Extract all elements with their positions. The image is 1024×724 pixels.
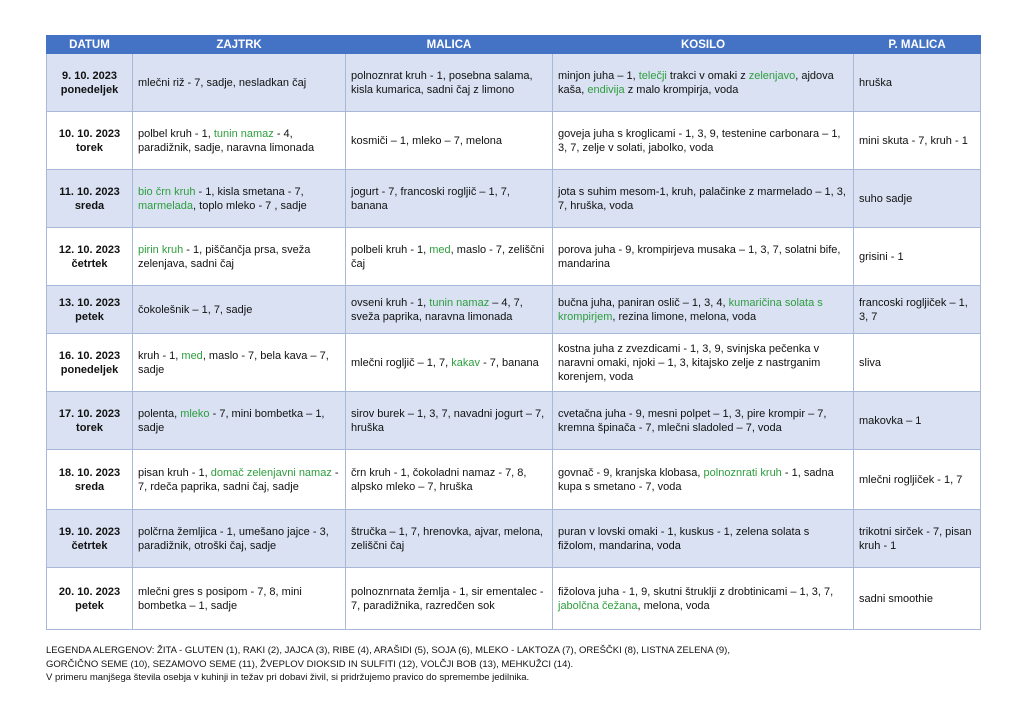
zajtrk-cell: [133, 392, 346, 450]
zajtrk-cell: [133, 334, 346, 392]
dish-text: štručka – 1, 7, hrenovka, ajvar, melona, zeliščni čaj: [351, 525, 543, 552]
dish-text: kostna juha z zvezdicami - 1, 3, 9, svinjska pečenka v naravni omaki, njoki – 1, 3, kitajsko zelje z nastrganim korenjem, voda: [558, 342, 821, 383]
date-cell: [47, 112, 133, 170]
date-value: 18. 10. 2023: [58, 466, 121, 479]
dish-text: francoski rogljiček – 1, 3, 7: [859, 296, 968, 323]
zajtrk-cell: [133, 510, 346, 568]
pmalica-cell: [854, 392, 981, 450]
dish-text: mlečni rogljiček - 1, 7: [859, 473, 963, 486]
menu-body: [47, 54, 981, 630]
dish-text: jota s suhim mesom-1, kruh, palačinke z marmelado – 1, 3, 7, hruška, voda: [558, 185, 846, 212]
table-row: [47, 334, 981, 392]
kosilo-cell: [553, 568, 854, 630]
malica-cell: [346, 450, 553, 510]
kosilo-cell: [553, 54, 854, 112]
dish-text: makovka – 1: [859, 414, 922, 427]
dish-text: minjon juha – 1,: [558, 69, 639, 82]
dish-text: polnoznrat kruh - 1, posebna salama, kisla kumarica, sadni čaj z limono: [351, 69, 533, 96]
day-name: petek: [75, 599, 104, 612]
kosilo-cell: [553, 286, 854, 334]
legend-line-1: LEGENDA ALERGENOV: ŽITA - GLUTEN (1), RAKI (2), JAJCA (3), RIBE (4), ARAŠIDI (5), SOJA (6), MLEKO - LAKTOZA (7), OREŠČKI (8), LISTNA ZELENA (9),: [46, 645, 730, 656]
dish-text: čokolešnik – 1, 7, sadje: [138, 303, 253, 316]
pmalica-cell: [854, 170, 981, 228]
table-row: [47, 112, 981, 170]
table-row: [47, 392, 981, 450]
dish-text: - 1, piščančja prsa, sveža zelenjava, sadni čaj: [138, 243, 311, 270]
zajtrk-cell: [133, 228, 346, 286]
malica-cell: [346, 392, 553, 450]
date-cell: [47, 286, 133, 334]
date-cell: [47, 450, 133, 510]
date-value: 17. 10. 2023: [58, 407, 121, 420]
zajtrk-cell: [133, 112, 346, 170]
date-cell: [47, 54, 133, 112]
header-malica: MALICA: [346, 36, 553, 54]
date-value: 9. 10. 2023: [61, 69, 118, 82]
dish-text: hruška: [859, 76, 893, 89]
date-value: 20. 10. 2023: [58, 585, 121, 598]
dish-text: fižolova juha - 1, 9, skutni štruklji z drobtinicami – 1, 3, 7,: [558, 585, 834, 598]
dish-text: , melona, voda: [637, 599, 710, 612]
pmalica-cell: [854, 228, 981, 286]
highlighted-dish-text: endivija: [587, 83, 625, 96]
dish-text: sliva: [859, 356, 882, 369]
table-row: [47, 568, 981, 630]
dish-text: polnoznrnata žemlja - 1, sir ementalec - 7, paradižnika, razredčen sok: [351, 585, 544, 612]
dish-text: , maslo - 7, bela kava – 7, sadje: [138, 349, 329, 376]
dish-text: bučna juha, paniran oslič – 1, 3, 4,: [558, 296, 729, 309]
dish-text: - 1, sadna kupa s smetano - 7, voda: [558, 466, 834, 493]
day-name: torek: [76, 141, 103, 154]
highlighted-dish-text: marmelada: [138, 199, 194, 212]
dish-text: trikotni sirček - 7, pisan kruh - 1: [859, 525, 972, 552]
date-value: 19. 10. 2023: [58, 525, 121, 538]
pmalica-cell: [854, 450, 981, 510]
malica-cell: [346, 228, 553, 286]
highlighted-dish-text: zelenjavo: [748, 69, 796, 82]
highlighted-dish-text: med: [429, 243, 451, 256]
day-name: petek: [75, 310, 104, 323]
dish-text: grisini - 1: [859, 250, 904, 263]
malica-cell: [346, 112, 553, 170]
pmalica-cell: [854, 54, 981, 112]
dish-text: – 4, 7, sveža paprika, naravna limonada: [351, 296, 523, 323]
date-cell: [47, 510, 133, 568]
header-p-malica: P. MALICA: [854, 36, 981, 54]
dish-text: ovseni kruh - 1,: [351, 296, 430, 309]
table-row: [47, 510, 981, 568]
highlighted-dish-text: med: [181, 349, 203, 362]
dish-text: - 4, paradižnik, sadje, naravna limonada: [138, 127, 315, 154]
kosilo-cell: [553, 112, 854, 170]
dish-text: - 1, kisla smetana - 7,: [195, 185, 304, 198]
highlighted-dish-text: tunin namaz: [429, 296, 490, 309]
dish-text: z malo krompirja, voda: [624, 83, 739, 96]
date-cell: [47, 170, 133, 228]
dish-text: goveja juha s kroglicami - 1, 3, 9, testenine carbonara – 1, 3, 7, zelje v solati, jabolko, voda: [558, 127, 841, 154]
kosilo-cell: [553, 392, 854, 450]
zajtrk-cell: [133, 568, 346, 630]
table-row: [47, 450, 981, 510]
dish-text: sirov burek – 1, 3, 7, navadni jogurt – 7, hruška: [351, 407, 545, 434]
kosilo-cell: [553, 170, 854, 228]
dish-text: , maslo - 7, zeliščni čaj: [351, 243, 545, 270]
table-row: [47, 170, 981, 228]
highlighted-dish-text: kumaričina solata s krompirjem: [558, 296, 823, 323]
date-cell: [47, 334, 133, 392]
highlighted-dish-text: domač zelenjavni namaz: [210, 466, 332, 479]
pmalica-cell: [854, 334, 981, 392]
dish-text: mlečni riž - 7, sadje, nesladkan čaj: [138, 76, 307, 89]
dish-text: polenta,: [138, 407, 181, 420]
dish-text: jogurt - 7, francoski rogljič – 1, 7, banana: [351, 185, 510, 212]
highlighted-dish-text: mleko: [180, 407, 210, 420]
malica-cell: [346, 568, 553, 630]
kosilo-cell: [553, 450, 854, 510]
legend-line-2: GORČIČNO SEME (10), SEZAMOVO SEME (11), ŽVEPLOV DIOKSID IN SULFITI (12), VOLČJI BOB (13), MEHKUŽCI (14).: [46, 658, 574, 670]
dish-text: suho sadje: [859, 192, 913, 205]
lunch-menu-table: [46, 35, 981, 630]
pmalica-cell: [854, 568, 981, 630]
dish-text: - 7, banana: [480, 356, 539, 369]
table-row: [47, 54, 981, 112]
pmalica-cell: [854, 510, 981, 568]
dish-text: - 7, mini bombetka – 1, sadje: [138, 407, 325, 434]
highlighted-dish-text: pirin kruh: [138, 243, 184, 256]
highlighted-dish-text: jabolčna čežana: [558, 599, 638, 612]
dish-text: porova juha - 9, krompirjeva musaka – 1, 3, 7, solatni bife, mandarina: [558, 243, 841, 270]
dish-text: polbel kruh - 1,: [138, 127, 214, 140]
date-value: 10. 10. 2023: [58, 127, 121, 140]
day-name: ponedeljek: [60, 83, 119, 96]
date-cell: [47, 568, 133, 630]
date-value: 13. 10. 2023: [58, 296, 121, 309]
day-name: četrtek: [71, 539, 108, 552]
kosilo-cell: [553, 228, 854, 286]
table-row: [47, 286, 981, 334]
pmalica-cell: [854, 112, 981, 170]
dish-text: puran v lovski omaki - 1, kuskus - 1, zelena solata s fižolom, mandarina, voda: [558, 525, 810, 552]
zajtrk-cell: [133, 170, 346, 228]
dish-text: govnač - 9, kranjska klobasa,: [558, 466, 704, 479]
highlighted-dish-text: polnoznrati kruh: [703, 466, 782, 479]
day-name: torek: [76, 421, 103, 434]
date-value: 12. 10. 2023: [58, 243, 121, 256]
highlighted-dish-text: kakav: [451, 356, 481, 369]
malica-cell: [346, 286, 553, 334]
malica-cell: [346, 510, 553, 568]
dish-text: kruh - 1,: [138, 349, 182, 362]
zajtrk-cell: [133, 54, 346, 112]
table-row: [47, 228, 981, 286]
dish-text: , rezina limone, melona, voda: [612, 310, 757, 323]
dish-text: kosmiči – 1, mleko – 7, melona: [351, 134, 503, 147]
malica-cell: [346, 54, 553, 112]
pmalica-cell: [854, 286, 981, 334]
dish-text: mlečni gres s posipom - 7, 8, mini bombetka – 1, sadje: [138, 585, 302, 612]
dish-text: , ajdova kaša,: [558, 69, 834, 96]
allergen-legend: [46, 644, 1006, 685]
date-value: 16. 10. 2023: [58, 349, 121, 362]
header-datum: DATUM: [47, 36, 133, 54]
dish-text: pisan kruh - 1,: [138, 466, 211, 479]
dish-text: črn kruh - 1, čokoladni namaz - 7, 8, alpsko mleko – 7, hruška: [351, 466, 527, 493]
date-value: 11. 10. 2023: [59, 185, 120, 198]
malica-cell: [346, 334, 553, 392]
dish-text: polbeli kruh - 1,: [351, 243, 430, 256]
dish-text: sadni smoothie: [859, 592, 933, 605]
kosilo-cell: [553, 334, 854, 392]
dish-text: trakci v omaki z: [666, 69, 749, 82]
dish-text: mini skuta - 7, kruh - 1: [859, 134, 968, 147]
zajtrk-cell: [133, 450, 346, 510]
dish-text: cvetačna juha - 9, mesni polpet – 1, 3, pire krompir – 7, kremna špinača - 7, mlečni sladoled – 7, voda: [558, 407, 827, 434]
day-name: sreda: [74, 480, 105, 493]
kosilo-cell: [553, 510, 854, 568]
date-cell: [47, 392, 133, 450]
dish-text: , toplo mleko - 7 , sadje: [193, 199, 307, 212]
legend-note: V primeru manjšega števila osebja v kuhinji in težav pri dobavi živil, si pridržujemo pravico do spremembe jedilnika.: [46, 672, 530, 683]
date-cell: [47, 228, 133, 286]
header-zajtrk: ZAJTRK: [133, 36, 346, 54]
day-name: četrtek: [71, 257, 108, 270]
highlighted-dish-text: tunin namaz: [213, 127, 274, 140]
header-row: [47, 36, 981, 54]
header-kosilo: KOSILO: [553, 36, 854, 54]
day-name: ponedeljek: [60, 363, 119, 376]
dish-text: polčrna žemljica - 1, umešano jajce - 3, paradižnik, otroški čaj, sadje: [138, 525, 329, 552]
highlighted-dish-text: telečji: [638, 69, 667, 82]
dish-text: mlečni rogljič – 1, 7,: [351, 356, 452, 369]
day-name: sreda: [74, 199, 105, 212]
zajtrk-cell: [133, 286, 346, 334]
highlighted-dish-text: bio črn kruh: [138, 185, 196, 198]
malica-cell: [346, 170, 553, 228]
dish-text: - 7, rdeča paprika, sadni čaj, sadje: [138, 466, 339, 493]
